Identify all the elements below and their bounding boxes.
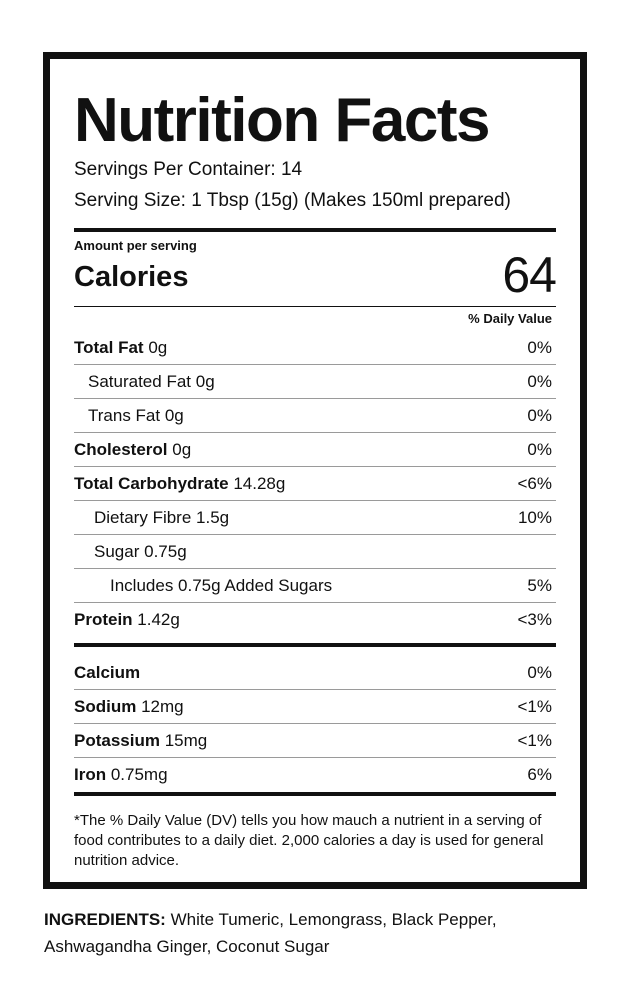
nutrient-name: Protein [74,609,133,629]
ingredients-section [44,906,584,960]
nutrient-row-cholesterol [74,433,556,467]
nutrient-amount: 0g [172,439,192,459]
mineral-dv: <1% [517,696,552,716]
nutrient-name: Total Carbohydrate [74,473,229,493]
mineral-amount: 0.75mg [110,764,168,784]
mineral-name: Calcium [74,662,141,682]
nutrient-dv: 0% [527,371,552,391]
nutrient-name: Trans Fat [88,405,161,425]
nutrient-list [74,331,556,636]
nutrient-amount: 1.42g [137,609,180,629]
ingredients-text: White Tumeric, Lemongrass, Black Pepper, Ashwagandha Ginger, Coconut Sugar [44,910,497,956]
nutrition-facts-title: Nutrition Facts [74,86,489,155]
nutrient-name: Includes 0.75g Added Sugars [110,575,333,595]
divider-calories [74,306,556,307]
mineral-list [74,656,556,791]
nutrient-amount: 0.75g [144,541,187,561]
mineral-name: Potassium [74,730,160,750]
mineral-dv: <1% [517,730,552,750]
nutrient-row-total-carbohydrate [74,467,556,501]
nutrient-dv: 0% [527,439,552,459]
nutrient-name: Cholesterol [74,439,168,459]
divider-thick [74,643,556,647]
nutrient-row-saturated-fat [74,365,556,399]
mineral-amount: 12mg [141,696,184,716]
mineral-dv: 6% [527,764,552,784]
nutrient-dv: 10% [517,507,552,527]
mineral-row-sodium [74,690,556,724]
nutrient-row-protein [74,603,556,636]
nutrient-dv: 0% [527,405,552,425]
nutrient-amount: 14.28g [233,473,286,493]
nutrient-name: Sugar [94,541,140,561]
mineral-row-calcium [74,656,556,690]
servings-per-container: Servings Per Container: 14 [74,159,303,180]
nutrient-amount: 1.5g [196,507,230,527]
nutrient-amount: 0g [164,405,184,425]
nutrient-dv: 0% [527,337,552,357]
mineral-dv: 0% [527,662,552,682]
nutrient-name: Dietary Fibre [94,507,192,527]
nutrient-row-trans-fat [74,399,556,433]
ingredients-label: INGREDIENTS: [44,910,166,929]
nutrient-dv: <3% [517,609,552,629]
nutrient-dv: <6% [517,473,552,493]
mineral-amount: 15mg [164,730,208,750]
divider-thick [74,228,556,232]
mineral-name: Iron [74,764,107,784]
nutrient-row-total-fat [74,331,556,365]
mineral-name: Sodium [74,696,137,716]
nutrient-row-added-sugars [74,569,556,603]
nutrient-name: Total Fat [74,337,144,357]
mineral-row-potassium [74,724,556,758]
nutrient-amount: 0g [148,337,168,357]
nutrient-row-sugar [74,535,556,569]
daily-value-footnote: *The % Daily Value (DV) tells you how mauch a nutrient in a serving of food contributes to a daily diet. 2,000 calories a day is used for general nutrition advice. [74,812,544,869]
serving-size: Serving Size: 1 Tbsp (15g) (Makes 150ml prepared) [74,190,511,211]
nutrition-facts-panel [43,52,587,889]
calories-label: Calories [74,261,189,293]
daily-value-header: % Daily Value [468,311,552,326]
nutrient-row-dietary-fibre [74,501,556,535]
nutrient-dv: 5% [527,575,552,595]
nutrient-name: Saturated Fat [88,371,192,391]
calories-value: 64 [502,247,556,303]
divider-thick [74,792,556,796]
mineral-row-iron [74,758,556,791]
nutrient-amount: 0g [195,371,215,391]
amount-per-serving: Amount per serving [74,238,197,253]
